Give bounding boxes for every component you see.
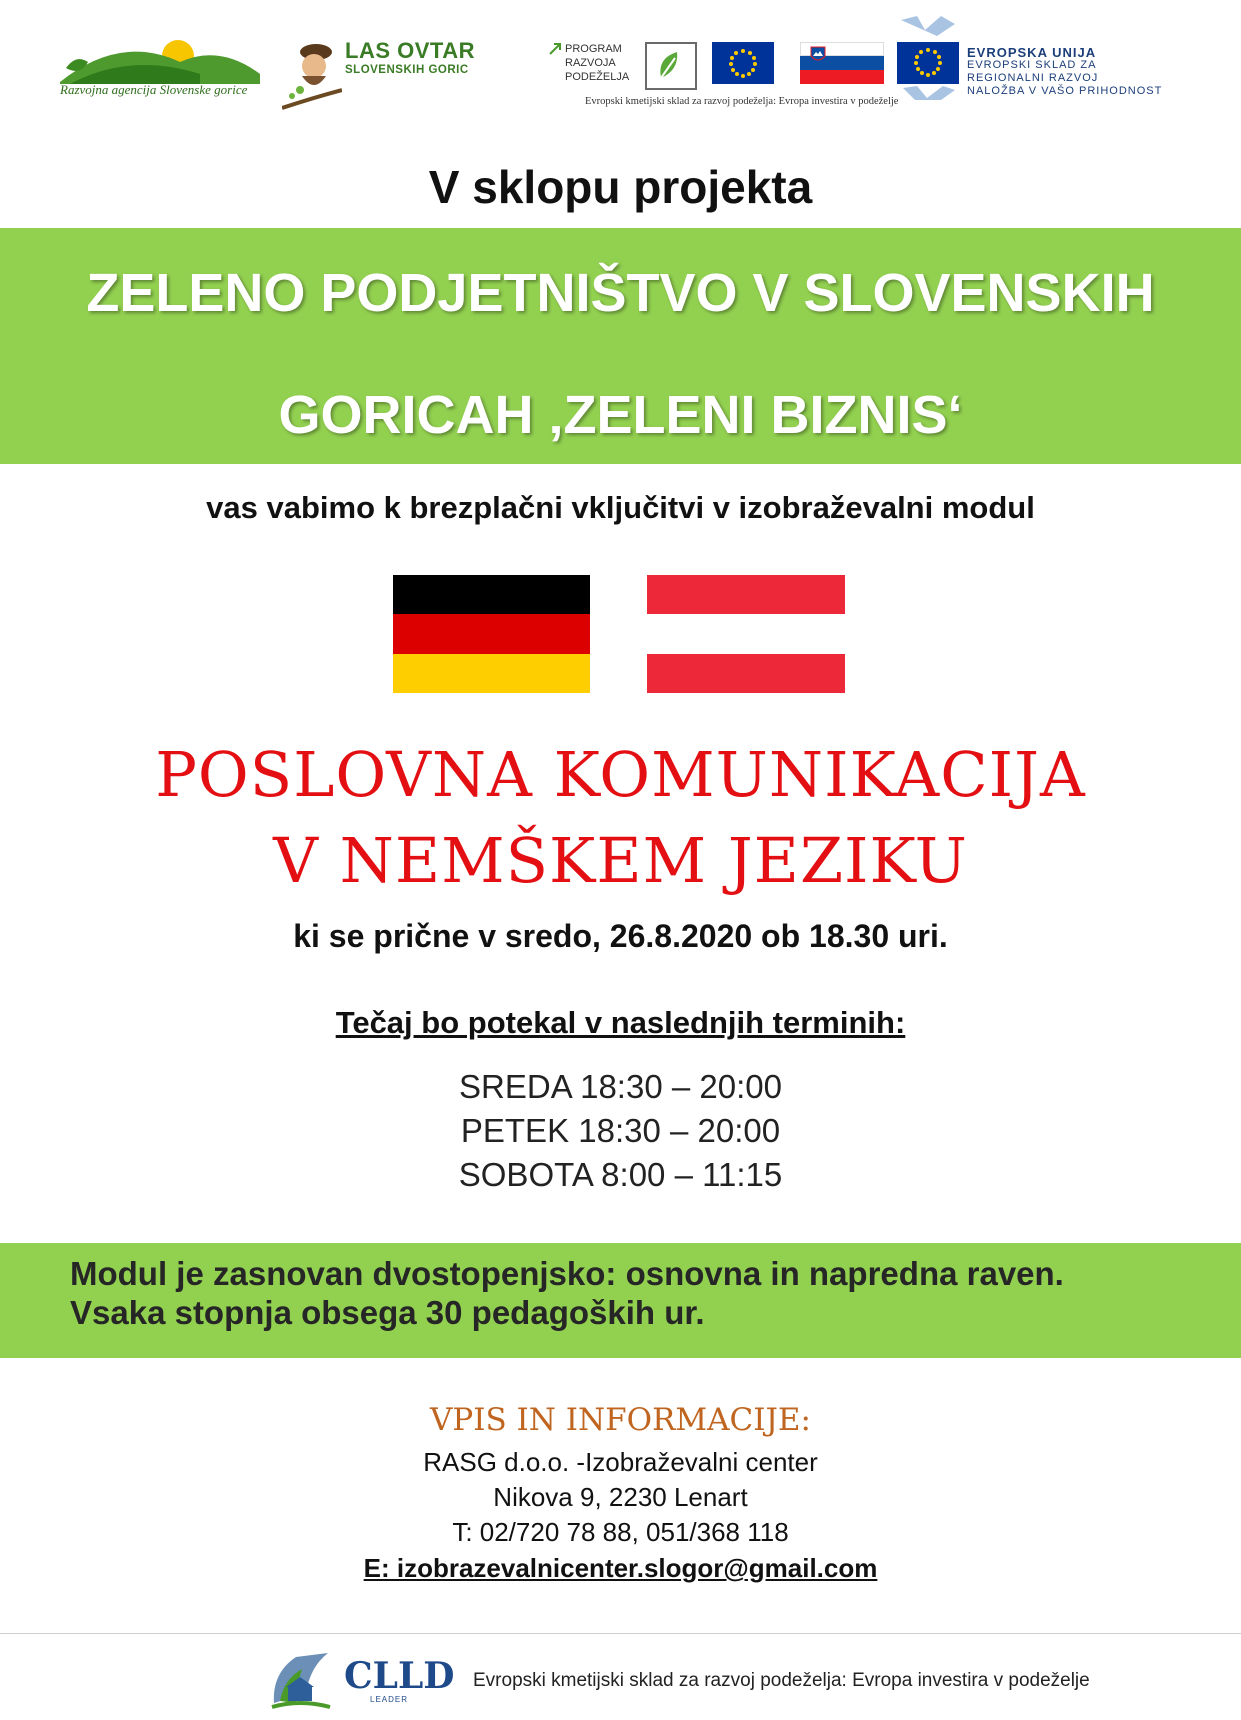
contact-address: Nikova 9, 2230 Lenart bbox=[493, 1482, 748, 1512]
las-title: LAS OVTAR bbox=[345, 38, 475, 63]
slovenia-flag-icon bbox=[800, 42, 884, 84]
terms-heading: Tečaj bo potekal v naslednjih terminih: bbox=[335, 1005, 906, 1040]
clld-logo-text: CLLD bbox=[344, 1655, 455, 1697]
invite-text: vas vabimo k brezplačni vključitvi v izobraževalni modul bbox=[206, 490, 1035, 525]
project-title-line-2: GORICAH ‚ZELENI BIZNIS‘ bbox=[278, 385, 963, 445]
erdf-logo bbox=[897, 14, 959, 100]
start-date: ki se prične v sredo, 26.8.2020 ob 18.30 uri. bbox=[293, 918, 948, 954]
footer-divider bbox=[0, 1633, 1241, 1634]
clld-logo bbox=[266, 1643, 466, 1713]
term-friday: PETEK 18:30 – 20:00 bbox=[460, 1112, 781, 1149]
program-caption: Evropski kmetijski sklad za razvoj podeželja: Evropa investira v podeželje bbox=[585, 96, 899, 107]
leader-logo-text: LEADER bbox=[370, 1695, 409, 1704]
contact-phone: T: 02/720 78 88, 051/368 118 bbox=[452, 1517, 789, 1547]
footer-text: Evropski kmetijski sklad za razvoj podeželja: Evropa investira v podeželje bbox=[473, 1670, 1090, 1691]
contact-org: RASG d.o.o. -Izobraževalni center bbox=[423, 1447, 818, 1477]
project-title-line-1: ZELENO PODJETNIŠTVO V SLOVENSKIH bbox=[86, 263, 1155, 323]
eu-flag-icon bbox=[712, 42, 774, 84]
intro-heading: V sklopu projekta bbox=[428, 161, 813, 213]
term-wednesday: SREDA 18:30 – 20:00 bbox=[459, 1068, 782, 1105]
course-title-line-1: POSLOVNA KOMUNIKACIJA bbox=[155, 738, 1086, 811]
germany-flag-icon bbox=[393, 575, 590, 693]
hills-sun-icon bbox=[60, 34, 260, 84]
las-subtitle: SLOVENSKIH GORIC bbox=[345, 64, 469, 76]
term-saturday: SOBOTA 8:00 – 11:15 bbox=[458, 1156, 783, 1193]
program-text: PROGRAM RAZVOJA PODEŽELJA bbox=[565, 43, 630, 83]
contact-heading: VPIS IN INFORMACIJE: bbox=[429, 1402, 812, 1438]
course-title-line-2: V NEMŠKEM JEZIKU bbox=[273, 824, 968, 897]
austria-flag-icon bbox=[647, 575, 845, 693]
program-arrow-icon bbox=[548, 40, 564, 61]
eu-text: EVROPSKA UNIJA EVROPSKI SKLAD ZA REGIONALNI RAZVOJ NALOŽBA V VAŠO PRIHODNOST bbox=[967, 45, 1163, 97]
clld-emblem-icon bbox=[266, 1643, 336, 1713]
rasg-caption: Razvojna agencija Slovenske gorice bbox=[60, 82, 248, 97]
leader-logo bbox=[645, 42, 697, 90]
las-mascot-icon bbox=[282, 32, 342, 112]
module-info-text: Modul je zasnovan dvostopenjsko: osnovna in napredna raven. Vsaka stopnja obsega 30 pedagoških ur. bbox=[70, 1255, 1064, 1331]
contact-email[interactable]: E: izobrazevalnicenter.slogor@gmail.com bbox=[363, 1553, 878, 1583]
